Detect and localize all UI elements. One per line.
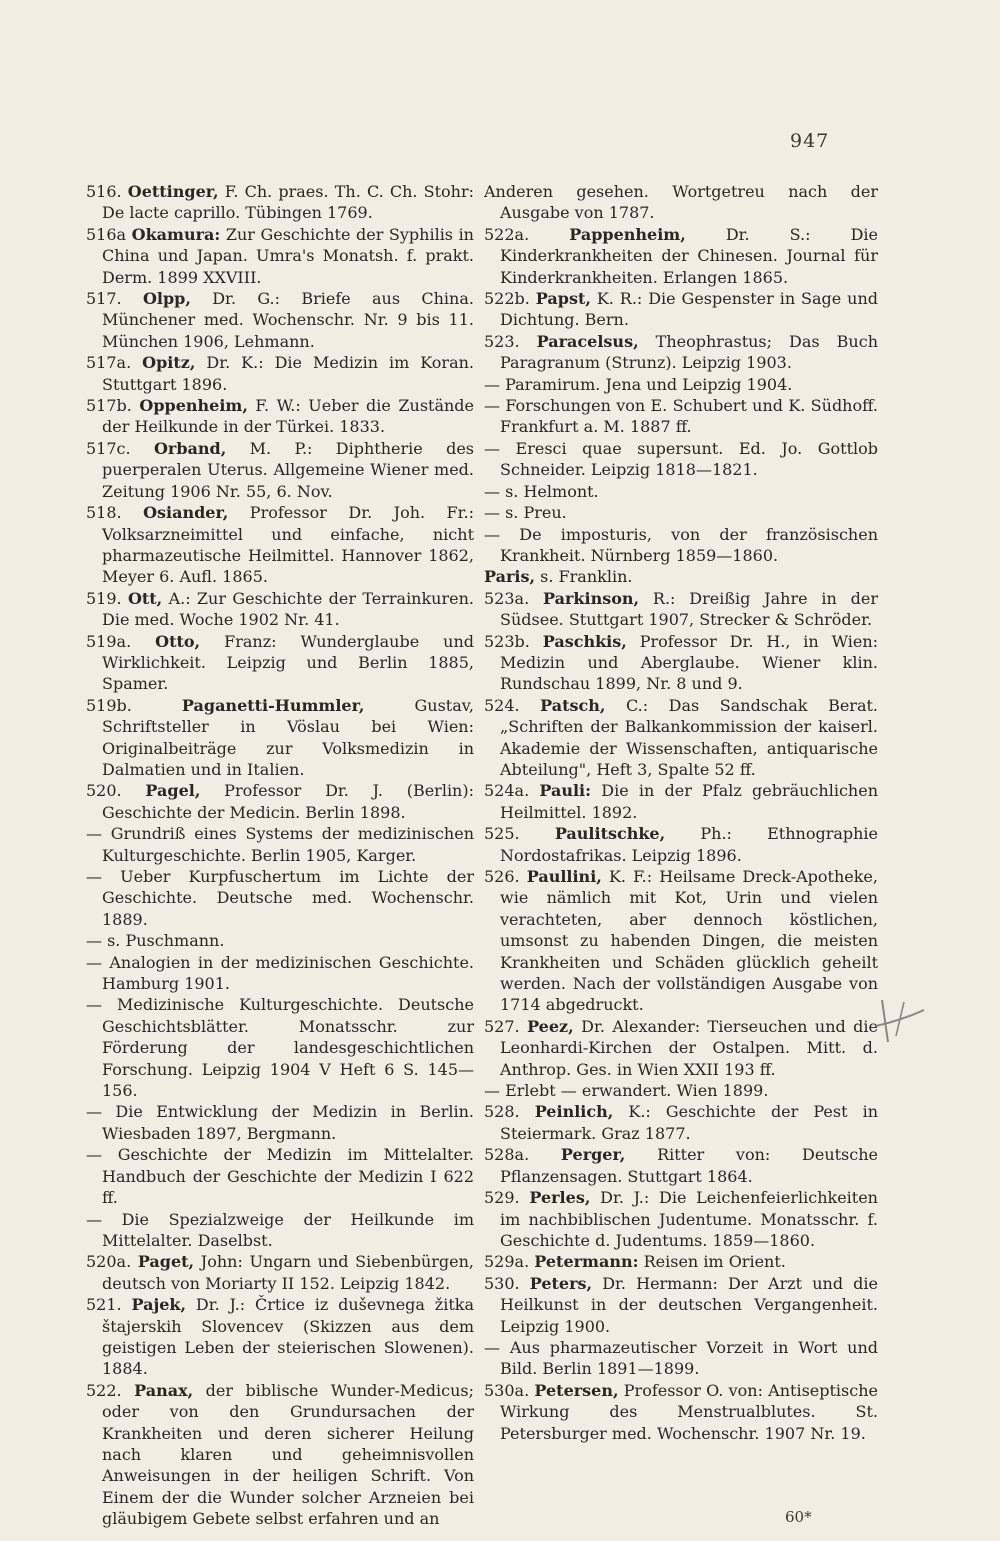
entry-number: 519b. <box>86 695 132 715</box>
entry-author: Parkinson, <box>543 588 640 608</box>
entry-number: 529. <box>484 1188 520 1208</box>
left-column-entry <box>86 631 474 695</box>
entry-number: 523a. <box>484 588 530 608</box>
entry-text: Die Spezialzweige der Heilkunde im Mittelalter. Daselbst. <box>102 1209 474 1250</box>
entry-author: Petersen, <box>534 1380 619 1400</box>
entry-text: John: Ungarn und Siebenbürgen, deutsch von Moriarty II 152. Leipzig 1842. <box>102 1252 474 1293</box>
right-column-entry <box>484 1337 878 1380</box>
left-column-entry <box>86 588 474 631</box>
entry-author: Paullini, <box>526 867 602 886</box>
pencil-mark <box>874 990 934 1050</box>
right-column-entry <box>484 1101 878 1144</box>
entry-author: Ott, <box>127 588 163 608</box>
entry-text: Professor Dr. J. (Berlin): Geschichte der Medicin. Berlin 1898. <box>102 781 474 822</box>
entry-number: — <box>484 1337 500 1357</box>
left-column-entry <box>86 224 474 288</box>
entry-text: Die in der Pfalz gebräuchlichen Heilmittel. 1892. <box>500 781 878 822</box>
entry-number: — <box>86 952 102 972</box>
entry-author: Pagel, <box>145 781 201 801</box>
entry-number: 529a. <box>484 1252 530 1272</box>
entry-author: Paulitschke, <box>554 824 666 844</box>
entry-text: K. F.: Heilsame Dreck-Apotheke, wie nämlich mit Kot, Urin und vielen verachteten, aber dennoch köstlichen, umsonst zu habenden Dingen, die meisten Krankheiten und Schäden glücklich geheilt werden. Nach der vollständigen Ausgabe von 1714 abgedruckt. <box>500 867 878 1015</box>
right-column-entry <box>484 395 878 438</box>
right-column-entry <box>484 438 878 481</box>
entry-author: Paracelsus, <box>536 331 639 351</box>
right-column-entry <box>484 780 878 823</box>
right-column-entry <box>484 502 878 523</box>
left-column-entry <box>86 823 474 866</box>
entry-text: F. W.: Ueber die Zustände der Heilkunde in der Türkei. 1833. <box>102 396 475 437</box>
entry-text: Geschichte der Medizin im Mittelalter. Handbuch der Geschichte der Medizin I 622 ff. <box>102 1145 474 1208</box>
entry-author: Peters, <box>529 1273 593 1293</box>
entry-text: Franz: Wunderglaube und Wirklichkeit. Leipzig und Berlin 1885, Spamer. <box>102 631 474 694</box>
entry-author: Orband, <box>153 438 227 458</box>
entry-text: De imposturis, von der französischen Krankheit. Nürnberg 1859—1860. <box>500 524 878 565</box>
entry-number: 524. <box>484 695 520 715</box>
left-column-entry <box>86 866 474 930</box>
entry-author: Patsch, <box>540 695 606 715</box>
left-column-entry <box>86 930 474 951</box>
entry-number: 527. <box>484 1016 520 1036</box>
entry-text: s. Preu. <box>505 503 567 523</box>
entry-text: Dr. K.: Die Medizin im Koran. Stuttgart 1896. <box>102 353 474 394</box>
left-column-entry <box>86 994 474 1101</box>
entry-text: R.: Dreißig Jahre in der Südsee. Stuttgart 1907, Strecker & Schröder. <box>500 588 878 630</box>
entry-author: Osiander, <box>143 503 229 523</box>
left-column-entry <box>86 1251 474 1294</box>
left-column-entry <box>86 1380 474 1530</box>
right-column-entry <box>484 288 878 331</box>
entry-number: 530. <box>484 1273 520 1293</box>
entry-author: Oettinger, <box>127 182 219 201</box>
entry-author: Pajek, <box>131 1295 187 1315</box>
entry-text: Forschungen von E. Schubert und K. Südhoff. Frankfurt a. M. 1887 ff. <box>500 396 879 437</box>
entry-text: der biblische Wunder-Medicus; oder von den Grundursachen der Krankheiten und deren sicherer Heilung nach klaren und geheimnisvollen Anweisungen in der heiligen Schrift. Von Einem der die Wunder solcher Arzneien bei gläubigem Gebete selbst erfahren und an <box>102 1380 475 1529</box>
entry-author: Petermann: <box>534 1252 639 1272</box>
entry-text: Ph.: Ethnographie Nordostafrikas. Leipzig 1896. <box>500 824 879 865</box>
entry-number: 517c. <box>86 438 131 458</box>
entry-number: 516. <box>86 182 122 201</box>
entry-text: Aus pharmazeutischer Vorzeit in Wort und Bild. Berlin 1891—1899. <box>500 1337 878 1379</box>
entry-author: Olpp, <box>142 289 191 309</box>
entry-author: Paris, <box>484 567 536 587</box>
entry-text: M. P.: Diphtherie des puerperalen Uterus. Allgemeine Wiener med. Zeitung 1906 Nr. 55, 6. Nov. <box>102 438 474 501</box>
entry-text: Zur Geschichte der Syphilis in China und Japan. Umra's Monatsh. f. prakt. Derm. 1899 XXVIII. <box>102 224 474 287</box>
entry-number: 516a <box>86 224 127 244</box>
entry-text: Professor Dr. Joh. Fr.: Volksarzneimittel und einfache, nicht pharmazeutische Heilmittel. Hannover 1862, Meyer 6. Aufl. 1865. <box>102 503 475 587</box>
right-column-entry <box>484 588 878 631</box>
left-column-entry <box>86 352 474 395</box>
entry-text: Dr. S.: Die Kinderkrankheiten der Chinesen. Journal für Kinderkrankheiten. Erlangen 1865. <box>500 224 878 287</box>
entry-text: Ueber Kurpfuschertum im Lichte der Geschichte. Deutsche med. Wochenschr. 1889. <box>102 867 474 929</box>
left-column-entry <box>86 780 474 823</box>
right-column-entry <box>484 566 878 587</box>
right-column-entry <box>484 1016 878 1080</box>
entry-text: Eresci quae supersunt. Ed. Jo. Gottlob Schneider. Leipzig 1818—1821. <box>500 438 879 480</box>
entry-text: Professor Dr. H., in Wien: Medizin und Aberglaube. Wiener klin. Rundschau 1899, Nr. 8 und 9. <box>500 631 879 694</box>
entry-text: Dr. Hermann: Der Arzt und die Heilkunst in der deutschen Vergangenheit. Leipzig 1900. <box>500 1273 878 1336</box>
left-column-entry <box>86 181 474 224</box>
entry-number: 523. <box>484 331 520 351</box>
entry-text: Professor O. von: Antiseptische Wirkung des Menstrualblutes. St. Petersburger med. Wochenschr. 1907 Nr. 19. <box>500 1380 878 1443</box>
left-column-entry <box>86 502 474 588</box>
entry-number: 519. <box>86 588 122 608</box>
right-column-entry <box>484 524 878 567</box>
entry-text: Die Entwicklung der Medizin in Berlin. Wiesbaden 1897, Bergmann. <box>102 1102 474 1143</box>
entry-text: A.: Zur Geschichte der Terrainkuren. Die med. Woche 1902 Nr. 41. <box>102 588 474 630</box>
left-column-entry <box>86 1101 474 1144</box>
entry-text: Erlebt — erwandert. Wien 1899. <box>505 1081 769 1101</box>
entry-text: s. Franklin. <box>540 567 633 587</box>
right-column-entry <box>484 866 878 1016</box>
left-column-entry <box>86 952 474 995</box>
right-column-entry <box>484 481 878 502</box>
entry-text: Anderen gesehen. Wortgetreu nach der Ausgabe von 1787. <box>484 182 878 223</box>
right-column-entry <box>484 224 878 288</box>
entry-author: Otto, <box>155 631 201 651</box>
entry-author: Paget, <box>137 1252 195 1272</box>
entry-number: 517b. <box>86 396 132 416</box>
entry-text: Medizinische Kulturgeschichte. Deutsche Geschichtsblätter. Monatsschr. zur Förderung der landesgeschichtlichen Forschung. Leipzig 1904 V Heft 6 S. 145—156. <box>102 995 474 1101</box>
right-column-entry <box>484 1187 878 1251</box>
entry-author: Paganetti-Hummler, <box>181 695 365 715</box>
entry-author: Opitz, <box>142 353 196 373</box>
entry-number: — <box>484 481 500 501</box>
entry-number: 520. <box>86 781 122 801</box>
left-column-entry <box>86 395 474 438</box>
entry-text: Gustav, Schriftsteller in Vöslau bei Wien: Originalbeiträge zur Volksmedizin in Dalmatien und in Italien. <box>102 695 474 779</box>
entry-number: — <box>484 438 500 458</box>
entry-author: Paschkis, <box>542 631 627 651</box>
page-number: 947 <box>790 130 830 152</box>
left-column <box>86 181 474 1530</box>
entry-number: 526. <box>484 867 520 886</box>
entry-number: 517. <box>86 289 122 309</box>
entry-number: — <box>86 1102 102 1122</box>
right-column-entry <box>484 1273 878 1337</box>
entry-author: Papst, <box>535 289 591 309</box>
right-column-entry <box>484 695 878 781</box>
entry-author: Panax, <box>134 1380 194 1400</box>
entry-number: 520a. <box>86 1252 132 1272</box>
entry-text: Dr. J.: Črtice iz duševnega žitka štajerskih Slovencev (Skizzen aus dem geistigen Leben der steierischen Slowenen). 1884. <box>102 1295 474 1379</box>
left-column-entry <box>86 288 474 352</box>
entry-text: Ritter von: Deutsche Pflanzensagen. Stuttgart 1864. <box>500 1145 878 1186</box>
left-column-entry <box>86 1294 474 1380</box>
right-column-entry <box>484 1380 878 1444</box>
right-column-entry <box>484 374 878 395</box>
entry-text: Grundriß eines Systems der medizinischen Kulturgeschichte. Berlin 1905, Karger. <box>102 824 475 865</box>
entry-number: 523b. <box>484 631 530 651</box>
entry-number: — <box>484 524 500 544</box>
entry-text: K. R.: Die Gespenster in Sage und Dichtung. Bern. <box>500 289 878 330</box>
entry-number: 525. <box>484 824 520 844</box>
left-column-entry <box>86 1144 474 1208</box>
entry-text: s. Helmont. <box>505 481 599 501</box>
entry-author: Peez, <box>527 1016 574 1036</box>
entry-author: Pauli: <box>539 781 592 801</box>
entry-author: Oppenheim, <box>139 396 248 416</box>
entry-number: 528. <box>484 1102 520 1122</box>
right-column-entry <box>484 823 878 866</box>
signature-mark: 60* <box>785 1508 812 1526</box>
entry-text: Analogien in der medizinischen Geschichte. Hamburg 1901. <box>102 952 474 994</box>
entry-text: F. Ch. praes. Th. C. Ch. Stohr: De lacte caprillo. Tübingen 1769. <box>102 182 474 223</box>
entry-text: Reisen im Orient. <box>643 1252 786 1272</box>
right-column-entry <box>484 1251 878 1272</box>
entry-number: 521. <box>86 1295 122 1315</box>
left-column-entry <box>86 695 474 781</box>
right-column-entry <box>484 331 878 374</box>
entry-text: Dr. Alexander: Tierseuchen und die Leonhardi-Kirchen der Ostalpen. Mitt. d. Anthrop. Ges. in Wien XXII 193 ff. <box>500 1016 879 1079</box>
entry-number: 528a. <box>484 1145 530 1165</box>
entry-number: 530a. <box>484 1380 530 1400</box>
entry-author: Perles, <box>529 1188 591 1208</box>
entry-number: 522. <box>86 1380 122 1400</box>
entry-author: Okamura: <box>131 224 221 244</box>
entry-number: 517a. <box>86 353 132 373</box>
entry-text: Dr. J.: Die Leichenfeierlichkeiten im nachbiblischen Judentume. Monatsschr. f. Geschichte d. Judentums. 1859—1860. <box>500 1188 878 1250</box>
entry-number: — <box>86 824 102 844</box>
entry-number: — <box>86 1145 102 1165</box>
right-column-entry <box>484 1144 878 1187</box>
entry-number: 522b. <box>484 289 530 309</box>
entry-text: s. Puschmann. <box>107 931 225 951</box>
right-column-entry <box>484 181 878 224</box>
entry-author: Pappenheim, <box>569 224 686 244</box>
entry-number: 524a. <box>484 781 530 801</box>
entry-text: K.: Geschichte der Pest in Steiermark. Graz 1877. <box>500 1102 879 1143</box>
entry-text: Dr. G.: Briefe aus China. Münchener med. Wochenschr. Nr. 9 bis 11. München 1906, Lehmann. <box>102 289 474 351</box>
entry-number: — <box>86 931 102 951</box>
entry-number: 522a. <box>484 224 530 244</box>
entry-number: — <box>86 995 102 1015</box>
entry-number: — <box>484 374 500 394</box>
right-column <box>484 181 878 1444</box>
left-column-entry <box>86 1209 474 1252</box>
right-column-entry <box>484 1080 878 1101</box>
right-column-entry <box>484 631 878 695</box>
entry-number: 518. <box>86 503 122 523</box>
entry-number: — <box>484 1081 500 1101</box>
entry-text: C.: Das Sandschak Berat. „Schriften der Balkankommission der kaiserl. Akademie der Wissenschaften, antiquarische Abteilung", Heft 3, Spalte 52 ff. <box>500 695 878 779</box>
entry-number: 519a. <box>86 631 132 651</box>
entry-text: Theophrastus; Das Buch Paragranum (Strunz). Leipzig 1903. <box>500 331 878 373</box>
entry-number: — <box>484 503 500 523</box>
left-column-entry <box>86 438 474 502</box>
entry-number: — <box>86 867 102 886</box>
entry-number: — <box>484 396 500 416</box>
entry-author: Perger, <box>560 1145 626 1165</box>
entry-text: Paramirum. Jena und Leipzig 1904. <box>505 374 793 394</box>
entry-number: — <box>86 1209 102 1229</box>
entry-author: Peinlich, <box>534 1102 614 1122</box>
